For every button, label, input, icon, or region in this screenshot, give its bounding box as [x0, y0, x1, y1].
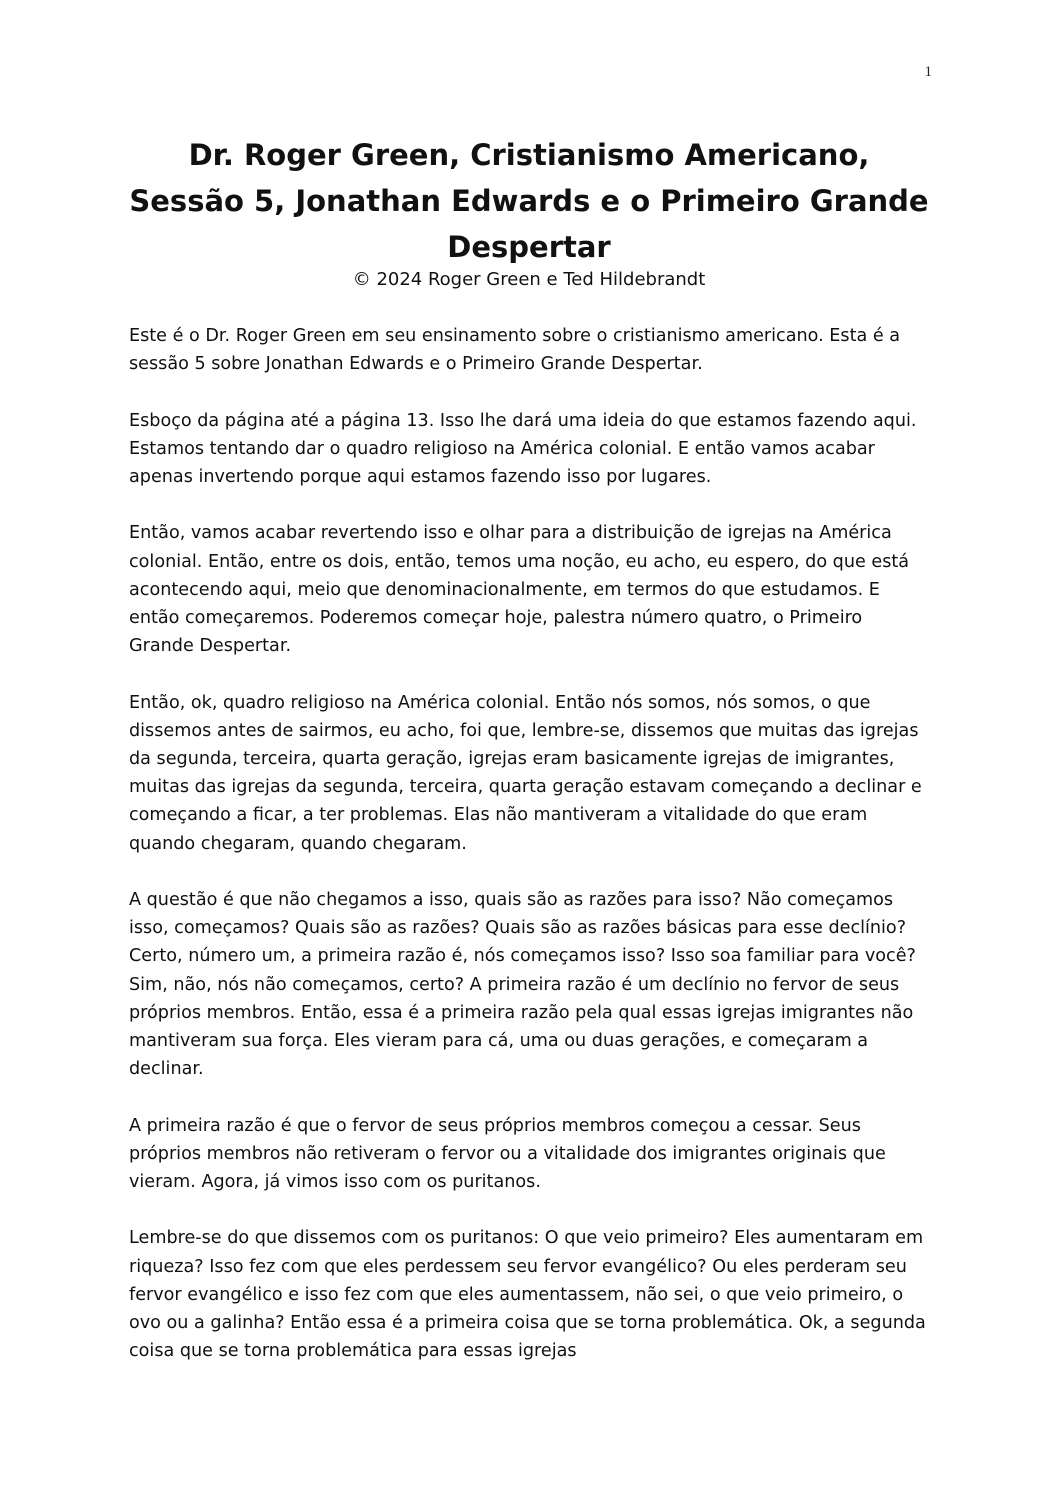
paragraph: Então, ok, quadro religioso na América colonial. Então nós somos, nós somos, o que dissemos antes de sairmos, eu acho, foi que, lembre-se, dissemos que muitas das igrejas da segunda, terceira, quarta geração, igrejas eram basicamente igrejas de imigrantes, muitas das igrejas da segunda, terceira, quarta geração estavam começando a declinar e começando a ficar, a ter problemas. Elas não mantiveram a vitalidade do que eram quando chegaram, quando chegaram. [129, 692, 922, 854]
paragraph: A primeira razão é que o fervor de seus próprios membros começou a cessar. Seus próprios membros não retiveram o fervor ou a vitalidade dos imigrantes originais que vieram. Agora, já vimos isso com os puritanos. [129, 1115, 886, 1193]
page-number: 1 [924, 64, 932, 80]
paragraph: Este é o Dr. Roger Green em seu ensinamento sobre o cristianismo americano. Esta é a sessão 5 sobre Jonathan Edwards e o Primeiro Grande Despertar. [129, 326, 901, 375]
paragraph: A questão é que não chegamos a isso, quais são as razões para isso? Não começamos isso, começamos? Quais são as razões? Quais são as razões básicas para esse declínio? Certo, número um, a primeira razão é, nós começamos isso? Isso soa familiar para você? Sim, não, nós não começamos, certo? A primeira razão é um declínio no fervor de seus próprios membros. Então, essa é a primeira razão pela qual essas igrejas imigrantes não mantiveram sua força. Eles vieram para cá, uma ou duas gerações, e começaram a declinar. [129, 890, 916, 1080]
copyright-notice: © 2024 Roger Green e Ted Hildebrandt [352, 269, 706, 290]
paragraph: Lembre-se do que dissemos com os puritanos: O que veio primeiro? Eles aumentaram em riqueza? Isso fez com que eles perdessem seu fervor evangélico? Ou eles perderam seu fervor evangélico e isso fez com que eles aumentassem, não sei, o que veio primeiro, o ovo ou a galinha? Então essa é a primeira coisa que se torna problemática. Ok, a segunda coisa que se torna problemática para essas igrejas [129, 1228, 926, 1362]
paragraph: Então, vamos acabar revertendo isso e olhar para a distribuição de igrejas na América colonial. Então, entre os dois, então, temos uma noção, eu acho, eu espero, do que está acontecendo aqui, meio que denominacionalmente, em termos do que estudamos. E então começaremos. Poderemos começar hoje, palestra número quatro, o Primeiro Grande Despertar. [129, 523, 910, 657]
title-line: Despertar [447, 230, 611, 264]
document-title [110, 132, 948, 270]
title-line: Sessão 5, Jonathan Edwards e o Primeiro Grande [129, 184, 929, 218]
document-body [129, 322, 929, 1365]
paragraph: Esboço da página até a página 13. Isso lhe dará uma ideia do que estamos fazendo aqui. Estamos tentando dar o quadro religioso na América colonial. E então vamos acabar apenas invertendo porque aqui estamos fazendo isso por lugares. [129, 410, 917, 487]
title-line: Dr. Roger Green, Cristianismo Americano, [188, 138, 870, 172]
